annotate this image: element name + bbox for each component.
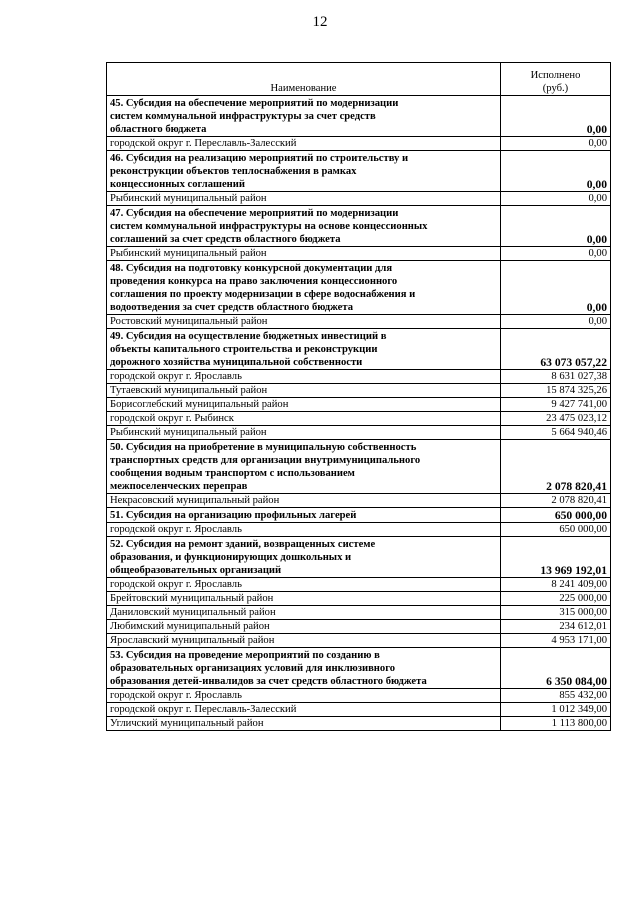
section-title: [107, 329, 501, 370]
recipient-name: городской округ г. Ярославль: [107, 578, 501, 592]
recipient-value: 1 012 349,00: [501, 703, 611, 717]
header-name-column: Наименование: [107, 63, 501, 96]
recipient-value: 8 241 409,00: [501, 578, 611, 592]
section-title-line: межпоселенческих переправ: [110, 481, 248, 492]
table-row: [107, 634, 611, 648]
table-row: [107, 192, 611, 206]
recipient-value: 650 000,00: [501, 523, 611, 537]
recipient-name: Ярославский муниципальный район: [107, 634, 501, 648]
section-title-line: соглашений за счет средств областного бюджета: [110, 234, 341, 245]
section-total: 13 969 192,01: [501, 537, 611, 578]
section-title-line: объекты капитального строительства и реконструкции: [110, 344, 378, 355]
section-row: [107, 648, 611, 689]
table-row: [107, 703, 611, 717]
table-row: [107, 247, 611, 261]
section-title: [107, 206, 501, 247]
table-row: [107, 412, 611, 426]
section-row: [107, 537, 611, 578]
table-row: [107, 315, 611, 329]
table-row: [107, 370, 611, 384]
recipient-value: 0,00: [501, 137, 611, 151]
recipient-value: 4 953 171,00: [501, 634, 611, 648]
section-title-line: образования, и функционирующих дошкольных и: [110, 552, 352, 563]
header-value-column: [501, 63, 611, 96]
recipient-name: Некрасовский муниципальный район: [107, 494, 501, 508]
recipient-name: Брейтовский муниципальный район: [107, 592, 501, 606]
recipient-name: Рыбинский муниципальный район: [107, 426, 501, 440]
recipient-value: 2 078 820,41: [501, 494, 611, 508]
section-title-line: 51. Субсидия на организацию профильных лагерей: [110, 510, 357, 521]
recipient-value: 0,00: [501, 192, 611, 206]
section-row: [107, 440, 611, 494]
section-total: 650 000,00: [501, 508, 611, 523]
table-row: [107, 578, 611, 592]
recipient-name: Борисоглебский муниципальный район: [107, 398, 501, 412]
section-title-line: 53. Субсидия на проведение мероприятий по созданию в: [110, 650, 380, 661]
section-row: [107, 151, 611, 192]
recipient-value: 5 664 940,46: [501, 426, 611, 440]
section-row: [107, 96, 611, 137]
header-value-unit: (руб.): [542, 83, 569, 94]
recipient-value: 225 000,00: [501, 592, 611, 606]
recipient-value: 234 612,01: [501, 620, 611, 634]
table-row: [107, 689, 611, 703]
section-title-line: областного бюджета: [110, 124, 207, 135]
recipient-value: 1 113 800,00: [501, 717, 611, 731]
recipient-name: городской округ г. Переславль-Залесский: [107, 137, 501, 151]
section-total: 0,00: [501, 261, 611, 315]
recipient-value: 15 874 325,26: [501, 384, 611, 398]
section-title: [107, 440, 501, 494]
recipient-value: 8 631 027,38: [501, 370, 611, 384]
budget-table: [106, 62, 611, 731]
section-title: [107, 261, 501, 315]
recipient-name: городской округ г. Ярославль: [107, 370, 501, 384]
table-row: [107, 523, 611, 537]
section-title-line: 52. Субсидия на ремонт зданий, возвращенных системе: [110, 539, 376, 550]
section-title-line: 48. Субсидия на подготовку конкурсной документации для: [110, 263, 393, 274]
section-title-line: систем коммунальной инфраструктуры на основе концессионных: [110, 221, 428, 232]
section-total: 2 078 820,41: [501, 440, 611, 494]
recipient-name: городской округ г. Ярославль: [107, 523, 501, 537]
recipient-name: Даниловский муниципальный район: [107, 606, 501, 620]
section-title-line: сообщения водным транспортом с использованием: [110, 468, 355, 479]
recipient-value: 855 432,00: [501, 689, 611, 703]
recipient-value: 0,00: [501, 315, 611, 329]
section-total: 0,00: [501, 96, 611, 137]
section-title-line: концессионных соглашений: [110, 179, 245, 190]
section-row: [107, 206, 611, 247]
recipient-value: 0,00: [501, 247, 611, 261]
section-total: 63 073 057,22: [501, 329, 611, 370]
section-title: [107, 96, 501, 137]
section-title-line: дорожного хозяйства муниципальной собственности: [110, 357, 363, 368]
section-total: 0,00: [501, 151, 611, 192]
section-total: 0,00: [501, 206, 611, 247]
section-title-line: реконструкции объектов теплоснабжения в рамках: [110, 166, 357, 177]
recipient-name: Тутаевский муниципальный район: [107, 384, 501, 398]
section-title-line: образования детей-инвалидов за счет средств областного бюджета: [110, 676, 427, 687]
section-title-line: соглашения по проекту модернизации в сфере водоснабжения и: [110, 289, 416, 300]
section-title-line: общеобразовательных организаций: [110, 565, 282, 576]
page-number: 12: [312, 14, 328, 30]
table-row: [107, 384, 611, 398]
table-header: [107, 63, 611, 96]
table-row: [107, 494, 611, 508]
recipient-name: городской округ г. Переславль-Залесский: [107, 703, 501, 717]
section-title-line: водоотведения за счет средств областного бюджета: [110, 302, 353, 313]
recipient-value: 23 475 023,12: [501, 412, 611, 426]
table-row: [107, 606, 611, 620]
section-row: [107, 329, 611, 370]
recipient-value: 315 000,00: [501, 606, 611, 620]
section-title-line: 49. Субсидия на осуществление бюджетных инвестиций в: [110, 331, 387, 342]
table-row: [107, 592, 611, 606]
section-total: 6 350 084,00: [501, 648, 611, 689]
recipient-name: Ростовский муниципальный район: [107, 315, 501, 329]
section-title-line: 46. Субсидия на реализацию мероприятий по строительству и: [110, 153, 409, 164]
table-row: [107, 426, 611, 440]
table-row: [107, 137, 611, 151]
section-row: [107, 261, 611, 315]
table-row: [107, 717, 611, 731]
recipient-value: 9 427 741,00: [501, 398, 611, 412]
section-title: [107, 648, 501, 689]
table-row: [107, 398, 611, 412]
section-row: [107, 508, 611, 523]
recipient-name: Любимский муниципальный район: [107, 620, 501, 634]
section-title-line: проведения конкурса на право заключения концессионного: [110, 276, 398, 287]
recipient-name: городской округ г. Ярославль: [107, 689, 501, 703]
section-title-line: 45. Субсидия на обеспечение мероприятий по модернизации: [110, 98, 399, 109]
recipient-name: Угличский муниципальный район: [107, 717, 501, 731]
section-title: [107, 508, 501, 523]
table-body: [107, 96, 611, 731]
header-value-label: Исполнено: [530, 70, 581, 81]
section-title-line: 50. Субсидия на приобретение в муниципальную собственность: [110, 442, 417, 453]
section-title-line: образовательных организациях условий для инклюзивного: [110, 663, 396, 674]
section-title-line: систем коммунальной инфраструктуры за счет средств: [110, 111, 376, 122]
recipient-name: городской округ г. Рыбинск: [107, 412, 501, 426]
section-title: [107, 151, 501, 192]
section-title: [107, 537, 501, 578]
recipient-name: Рыбинский муниципальный район: [107, 247, 501, 261]
section-title-line: 47. Субсидия на обеспечение мероприятий по модернизации: [110, 208, 399, 219]
recipient-name: Рыбинский муниципальный район: [107, 192, 501, 206]
section-title-line: транспортных средств для организации внутримуниципального: [110, 455, 421, 466]
table-row: [107, 620, 611, 634]
